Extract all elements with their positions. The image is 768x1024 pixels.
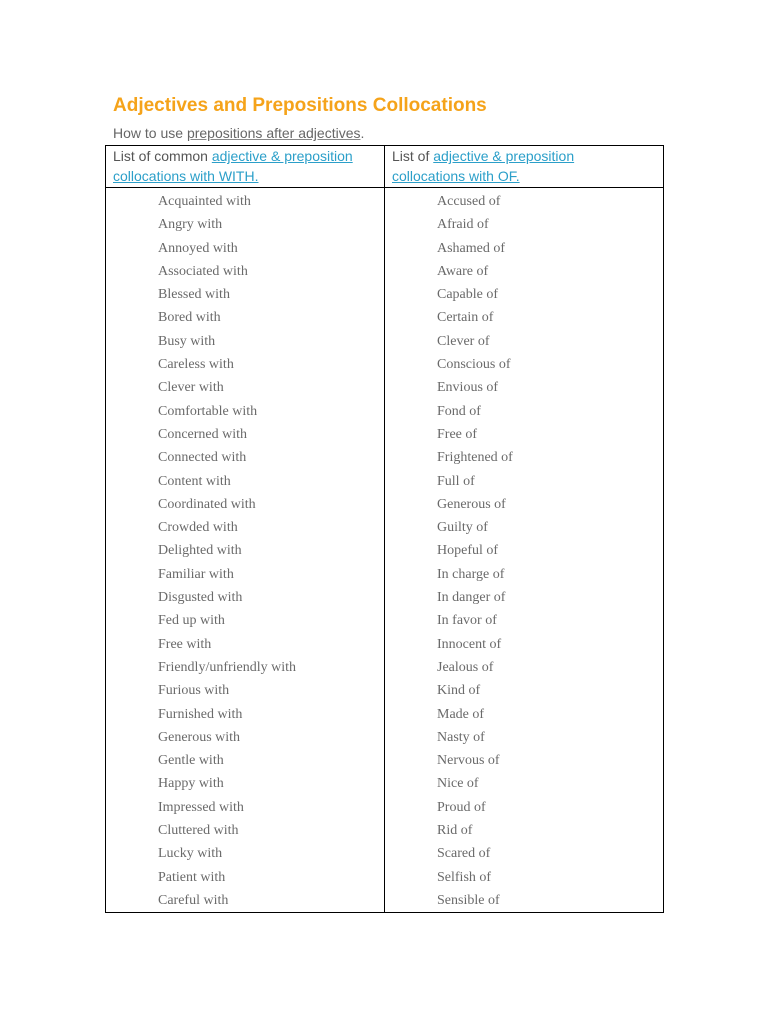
of-collocation-item: In charge of (437, 566, 505, 582)
of-column-header (385, 146, 664, 188)
with-column-header (106, 146, 385, 188)
with-collocation-item: Generous with (158, 729, 241, 745)
of-collocation-item: Generous of (437, 496, 506, 512)
of-collocation-item: Nice of (437, 776, 479, 792)
of-collocation-item: In favor of (437, 613, 497, 629)
of-collocation-item: Selfish of (437, 869, 492, 885)
with-collocation-item: Comfortable with (158, 403, 258, 419)
with-collocation-item: Gentle with (158, 753, 224, 769)
of-collocation-item: Made of (437, 706, 485, 722)
with-collocation-item: Acquainted with (158, 194, 251, 209)
with-collocation-item: Angry with (158, 217, 223, 233)
with-collocation-item: Cluttered with (158, 823, 239, 839)
with-collocation-item: Free with (158, 636, 212, 652)
of-collocation-item: Rid of (437, 823, 473, 839)
with-collocation-item: Bored with (158, 310, 221, 326)
with-collocation-item: Delighted with (158, 543, 242, 559)
with-collocation-item: Happy with (158, 776, 224, 792)
of-collocation-item: Guilty of (437, 520, 488, 536)
of-collocation-item: Accused of (437, 194, 501, 209)
collocation-table (105, 145, 664, 913)
of-collocation-item: Certain of (437, 310, 494, 326)
of-collocation-item: Kind of (437, 683, 481, 699)
with-collocation-item: Concerned with (158, 426, 248, 442)
with-collocation-item: Furious with (158, 683, 230, 699)
of-collocation-item: Hopeful of (437, 543, 499, 559)
with-collocation-item: Connected with (158, 450, 247, 466)
of-collocation-item: Frightened of (437, 450, 513, 466)
of-collocation-item: Jealous of (437, 659, 494, 675)
subtitle-prefix: How to use (113, 125, 187, 141)
of-collocation-item: Capable of (437, 287, 499, 303)
with-collocation-list (158, 190, 384, 912)
with-collocation-item: Impressed with (158, 799, 244, 815)
of-collocation-item: Scared of (437, 846, 491, 862)
with-collocation-item: Content with (158, 473, 231, 489)
of-header-link-line2[interactable]: collocations with OF. (392, 167, 520, 184)
of-collocation-item: Proud of (437, 799, 486, 815)
of-collocation-item: Full of (437, 473, 475, 489)
with-collocation-item: Careless with (158, 357, 234, 373)
subtitle-link[interactable]: prepositions after adjectives (186, 125, 361, 141)
of-collocation-item: Fond of (437, 403, 481, 419)
of-collocation-item: In danger of (437, 590, 506, 606)
with-collocation-item: Furnished with (158, 706, 243, 722)
of-header-link-line1[interactable]: adjective & preposition (433, 148, 575, 164)
with-collocation-item: Blessed with (158, 287, 230, 303)
with-collocation-item: Clever with (158, 380, 224, 396)
table-header-row (106, 146, 664, 188)
of-collocation-item: Aware of (437, 263, 489, 279)
table-body-row (106, 188, 664, 913)
with-collocation-item: Familiar with (158, 566, 234, 582)
subtitle (113, 125, 364, 141)
with-collocation-item: Coordinated with (158, 496, 256, 512)
of-collocation-item: Free of (437, 426, 478, 442)
of-header-prefix: List of (392, 148, 434, 164)
with-collocation-item: Associated with (158, 263, 248, 279)
with-collocation-item: Patient with (158, 869, 226, 885)
with-collocation-item: Crowded with (158, 520, 238, 536)
of-collocation-item: Ashamed of (437, 240, 506, 256)
with-header-prefix: List of common (113, 148, 212, 164)
with-header-link[interactable]: adjective & preposition collocations with WITH. (113, 148, 353, 184)
of-collocation-item: Clever of (437, 333, 490, 349)
of-collocation-item: Conscious of (437, 357, 511, 373)
document-title: Adjectives and Prepositions Collocations (113, 95, 487, 116)
with-column-cell (106, 188, 385, 913)
with-collocation-item: Lucky with (158, 846, 223, 862)
of-collocation-item: Nasty of (437, 729, 485, 745)
with-collocation-item: Friendly/unfriendly with (158, 659, 297, 675)
with-collocation-item: Disgusted with (158, 590, 243, 606)
with-collocation-item: Fed up with (158, 613, 225, 629)
of-column-cell (385, 188, 664, 913)
of-collocation-item: Envious of (437, 380, 499, 396)
with-collocation-item: Busy with (158, 333, 216, 349)
with-collocation-item: Careful with (158, 892, 229, 908)
of-collocation-item: Afraid of (437, 217, 489, 233)
with-collocation-item: Annoyed with (158, 240, 238, 256)
of-collocation-list (437, 190, 663, 912)
subtitle-suffix: . (360, 125, 365, 141)
of-collocation-item: Sensible of (437, 892, 500, 908)
of-collocation-item: Innocent of (437, 636, 502, 652)
of-collocation-item: Nervous of (437, 753, 500, 769)
